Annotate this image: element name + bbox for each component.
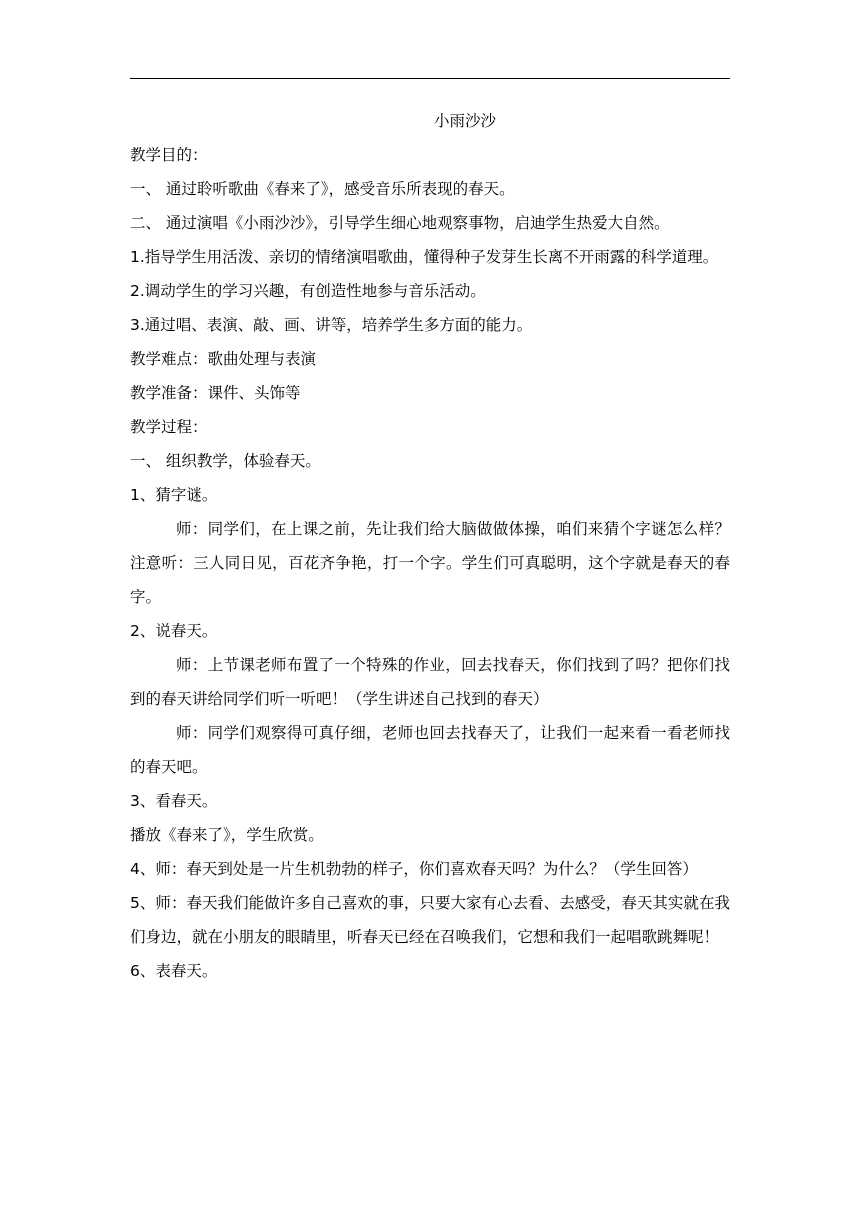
text-line-abilities: 3.通过唱、表演、敲、画、讲等，培养学生多方面的能力。 — [130, 316, 533, 334]
text-line-difficulty: 教学难点：歌曲处理与表演 — [130, 350, 317, 368]
text-line-objective-2: 二、 通过演唱《小雨沙沙》，引导学生细心地观察事物，启迪学生热爱大自然。 — [130, 214, 670, 232]
text-line-play-song: 播放《春来了》，学生欣赏。 — [130, 826, 324, 844]
text-line-see-spring: 3、看春天。 — [130, 792, 218, 810]
paragraph-objective-guide: 1.指导学生用活泼、亲切的情绪演唱歌曲，懂得种子发芽生长离不开雨露的科学道理。 — [130, 248, 719, 266]
header-rule — [130, 78, 730, 79]
paragraph-observe: 师：同学们观察得可真仔细，老师也回去找春天了，让我们一起来看一看老师找的春天吧。 — [130, 724, 730, 776]
text-line-say-spring: 2、说春天。 — [130, 622, 218, 640]
text-line-preparation: 教学准备：课件、头饰等 — [130, 384, 301, 402]
text-line-perform-spring: 6、表春天。 — [130, 962, 218, 980]
text-line-process: 教学过程： — [130, 418, 208, 436]
text-line-step-1: 一、 组织教学，体验春天。 — [130, 452, 321, 470]
paragraph-spring-call: 5、师：春天我们能做许多自己喜欢的事，只要大家有心去看、去感受，春天其实就在我们身边，就在小朋友的眼睛里，听春天已经在召唤我们，它想和我们一起唱歌跳舞呢！ — [130, 894, 730, 946]
document-title: 小雨沙沙 — [433, 112, 496, 130]
text-line-riddle: 1、猜字谜。 — [130, 486, 218, 504]
paragraph-riddle: 师：同学们，在上课之前，先让我们给大脑做做体操，咱们来猜个字谜怎么样？注意听：三人同日见，百花齐争艳，打一个字。学生们可真聪明，这个字就是春天的春字。 — [130, 520, 730, 606]
paragraph-question: 4、师：春天到处是一片生机勃勃的样子，你们喜欢春天吗？为什么？（学生回答） — [130, 860, 698, 878]
text-line-objective-1: 一、 通过聆听歌曲《春来了》，感受音乐所表现的春天。 — [130, 180, 515, 198]
paragraph-homework: 师：上节课老师布置了一个特殊的作业，回去找春天，你们找到了吗？把你们找到的春天讲给同学们听一听吧！（学生讲述自己找到的春天） — [130, 656, 730, 708]
text-line-objectives: 教学目的： — [130, 146, 208, 164]
document-body — [130, 104, 730, 988]
text-line-interest: 2.调动学生的学习兴趣，有创造性地参与音乐活动。 — [130, 282, 486, 300]
